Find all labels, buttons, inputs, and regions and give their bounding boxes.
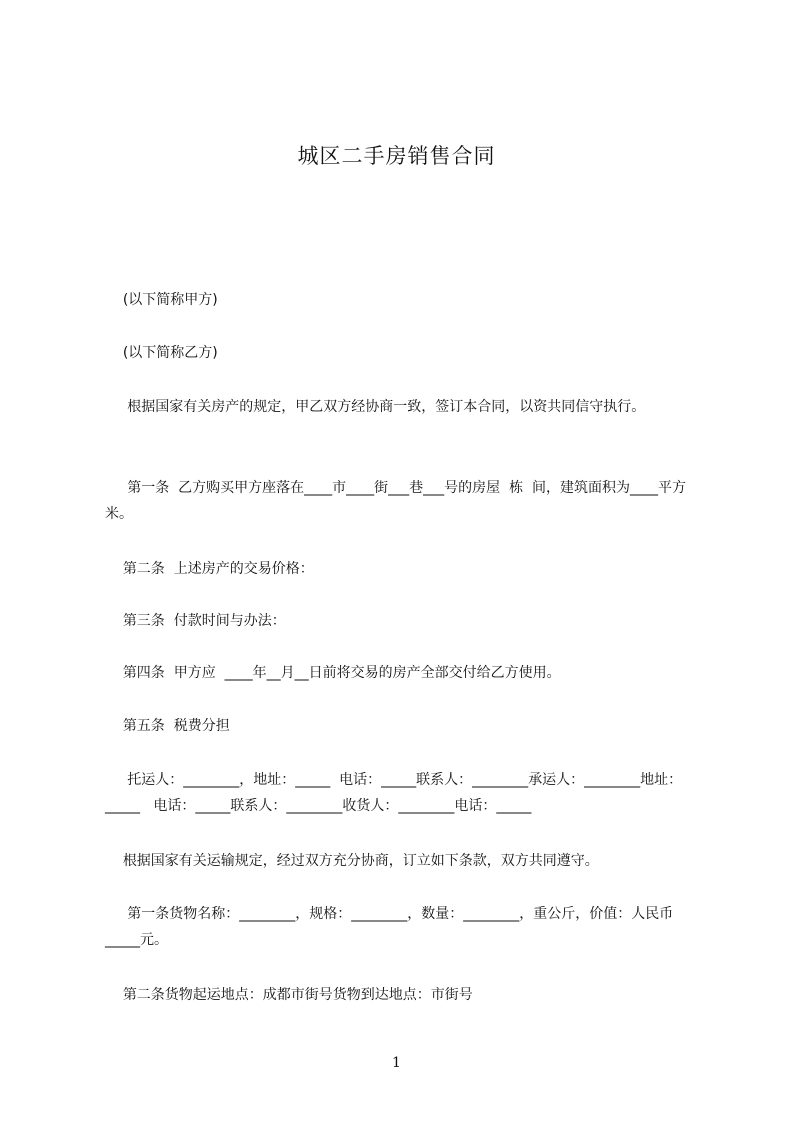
paragraph-article-3: 第三条 付款时间与办法： (105, 613, 286, 629)
paragraph-goods-article-1: 第一条货物名称：________，规格：________，数量：________，重公斤，价值：人民币_____元。 (105, 906, 674, 948)
document-title: 城区二手房销售合同 (297, 144, 496, 168)
paragraph-goods-article-2: 第二条货物起运地点：成都市街号货物到达地点：市街号 (105, 987, 473, 1003)
paragraph-article-5: 第五条 税费分担 (105, 718, 230, 734)
paragraph-preamble: 根据国家有关房产的规定，甲乙双方经协商一致，签订本合同，以资共同信守执行。 (105, 399, 646, 415)
paragraph-transport-preamble: 根据国家有关运输规定，经过双方充分协商，订立如下条款，双方共同遵守。 (105, 853, 599, 869)
paragraph-article-4: 第四条 甲方应 ____年__月__日前将交易的房产全部交付给乙方使用。 (105, 665, 561, 681)
paragraph-shipping-parties: 托运人：________，地址：_____ 电话：_____联系人：________承运人：________地址：_____ 电话：_____联系人：________收货人：________电话：_____ (105, 772, 683, 814)
paragraph-party-a: (以下简称甲方) (105, 292, 218, 308)
paragraph-article-2: 第二条 上述房产的交易价格： (105, 561, 314, 577)
paragraph-article-1: 第一条 乙方购买甲方座落在____市____街___巷___号的房屋 栋 间，建筑面积为____平方米。 (105, 480, 686, 522)
page-number: 1 (392, 1055, 401, 1071)
paragraph-party-b: (以下简称乙方) (105, 345, 218, 361)
